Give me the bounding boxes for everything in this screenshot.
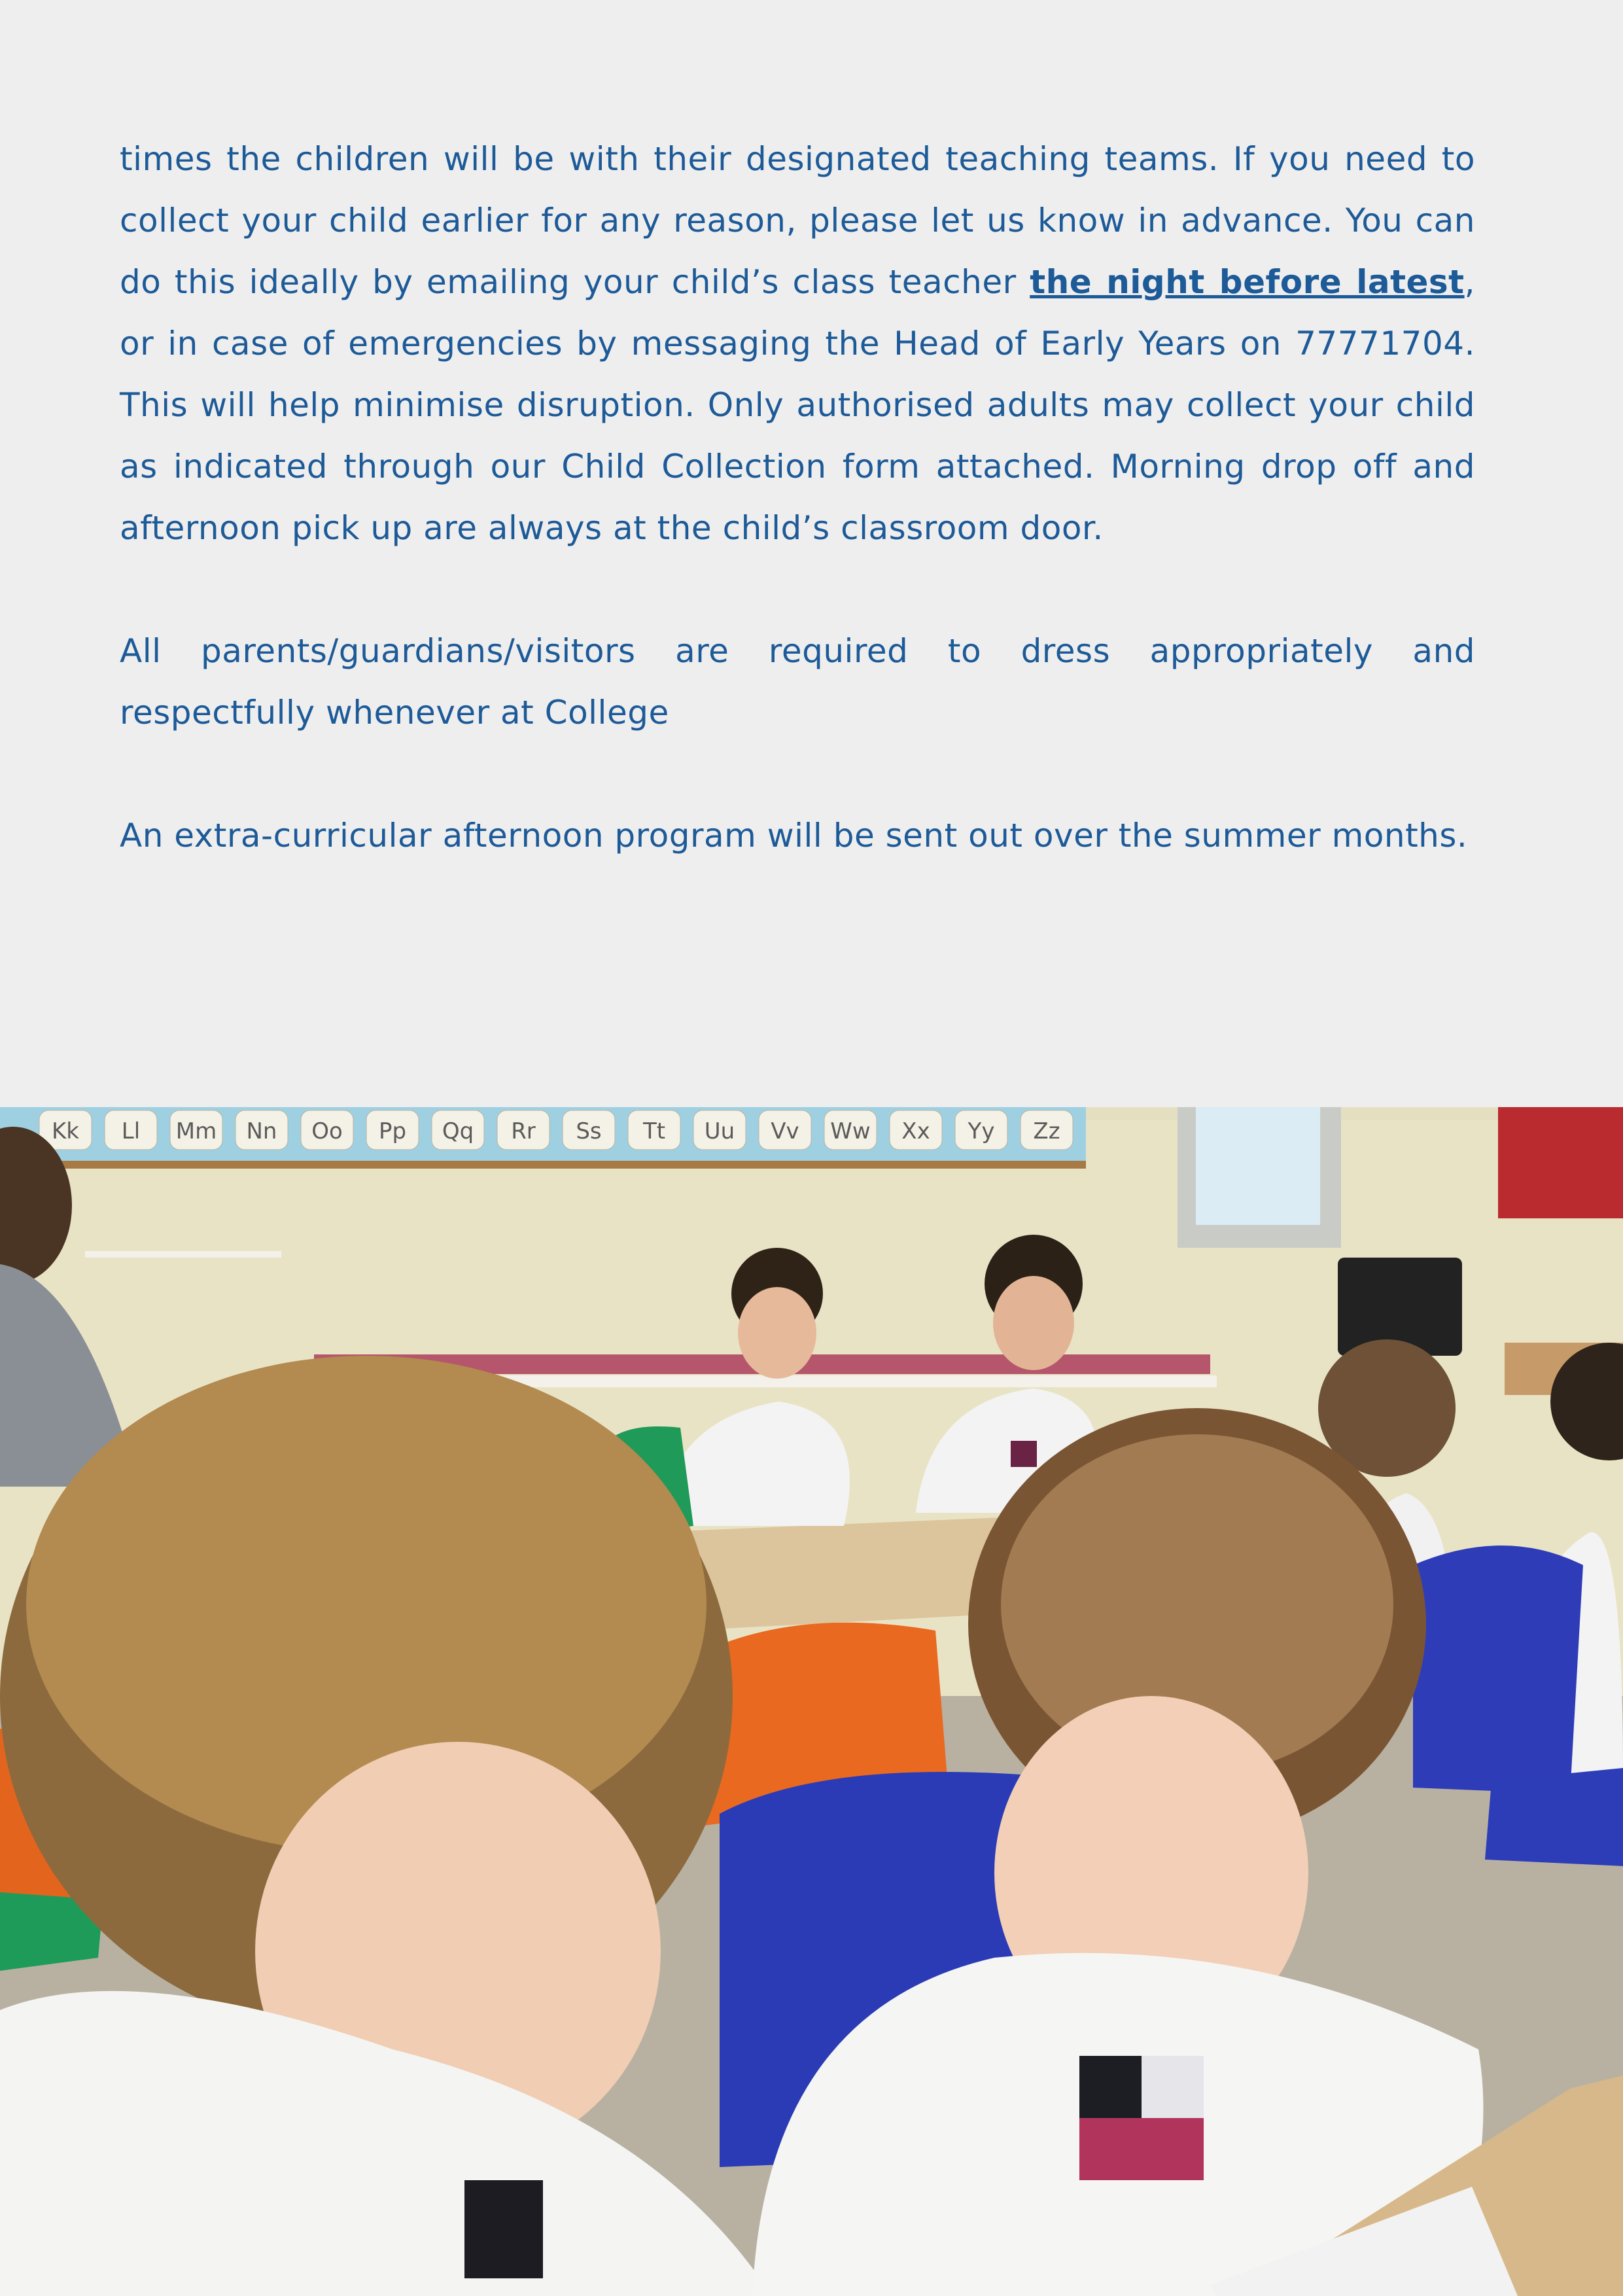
collection-text-start: times the children will be with their designated teaching teams. If you need to collect your child earlier for any reason, please let us know in advance. You can do this ideally by emailing your child’s class teacher: [120, 140, 1475, 301]
frieze-letter: Nn: [246, 1118, 277, 1144]
frieze-letter: Yy: [968, 1118, 995, 1144]
classroom-photo: [0, 1107, 1623, 2296]
frieze-letter: Kk: [52, 1118, 79, 1144]
frieze-letter: Ss: [576, 1118, 602, 1144]
extracurricular-paragraph: An extra-curricular afternoon program will be sent out over the summer months.: [120, 817, 1468, 855]
collection-paragraph: [120, 128, 1475, 559]
frieze-letter: Uu: [704, 1118, 735, 1144]
dress-code-paragraph: All parents/guardians/visitors are required to dress appropriately and respectfully whenever at College: [120, 632, 1475, 732]
frieze-letter: Rr: [511, 1118, 536, 1144]
frieze-letter: Ww: [830, 1118, 871, 1144]
frieze-letter: Vv: [771, 1118, 799, 1144]
collection-text-end: , or in case of emergencies by messaging the Head of Early Years on 77771704. This will help minimise disruption. Only authorised adults may collect your child as indicated through our Child Collection form attached. Morning drop off and afternoon pick up are always at the child’s classroom door.: [120, 263, 1475, 547]
frieze-letter: Qq: [442, 1118, 474, 1144]
frieze-letter: Zz: [1033, 1118, 1060, 1144]
emphasis-night-before-latest: the night before latest: [1030, 263, 1465, 301]
letter-body: [120, 128, 1475, 866]
frieze-letter: Mm: [175, 1118, 217, 1144]
frieze-letter: Ll: [121, 1118, 141, 1144]
frieze-letter: Pp: [378, 1118, 407, 1144]
frieze-letter: Xx: [901, 1118, 930, 1144]
frieze-letter: Tt: [642, 1118, 666, 1144]
frieze-letter: Oo: [311, 1118, 343, 1144]
